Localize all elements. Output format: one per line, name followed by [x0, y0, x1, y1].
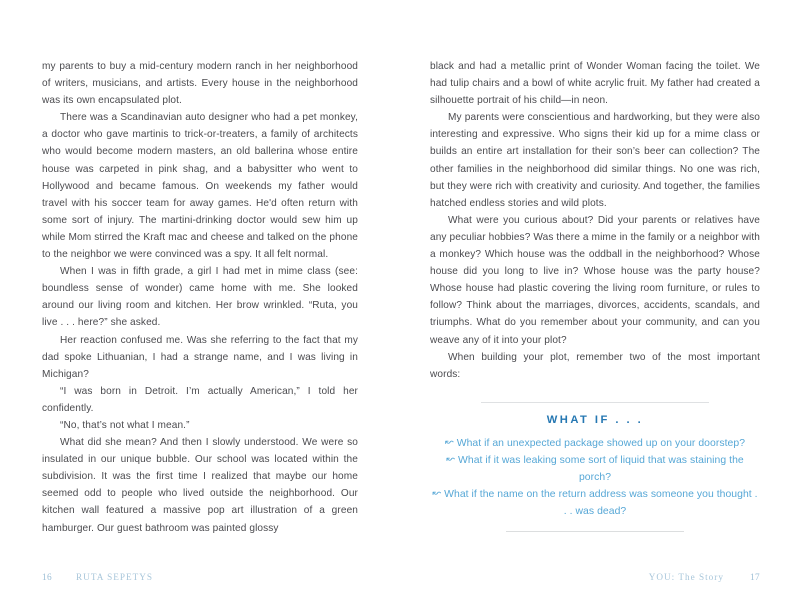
paragraph: Her reaction confused me. Was she referring to the fact that my dad spoke Lithuanian, I had a strange name, and I was living in Michigan?: [42, 334, 358, 380]
left-page-text-column: [42, 58, 358, 537]
page-number: 16: [42, 573, 53, 583]
what-if-callout: [430, 402, 760, 532]
paragraph: “No, that’s not what I mean.”: [60, 419, 190, 431]
paragraph: When building your plot, remember two of the most important words:: [430, 351, 760, 380]
right-page-footer: [400, 572, 800, 583]
page-number: 17: [749, 573, 760, 583]
callout-heading: WHAT IF . . .: [546, 413, 644, 426]
right-page-text-column: [430, 58, 760, 532]
callout-bottom-divider: [506, 531, 684, 532]
left-page-footer: [0, 572, 400, 583]
paragraph: What did she mean? And then I slowly understood. We were so insulated in our unique bubble. Our school was located within the subdivision. It was the first time I realized that maybe our home seemed odd to people who lived outside the neighborhood. Our kitchen wall featured a massive pop art illustration of a green hamburger. Our guest bathroom was painted glossy: [42, 437, 358, 534]
list-item: [430, 486, 760, 520]
callout-list: [430, 435, 760, 520]
list-item-label: What if the name on the return address was someone you thought . . . was dead?: [444, 489, 758, 517]
paragraph: What were you curious about? Did your parents or relatives have any peculiar hobbies? Was there a mime in the family or a neighbor with a monkey? Which house was the oddball in the neighborhood? Whose house did you long to live in? Whose house was the party house? Whose house had plastic covering the living room furniture, or rules to follow? Think about the marriages, divorces, accidents, scandals, and triumphs. What do you remember about your community, and can you weave any of it into your plot?: [430, 214, 760, 346]
paragraph: “I was born in Detroit. I’m actually American,” I told her confidently.: [42, 385, 358, 414]
leaf-bullet-icon: ↜: [444, 436, 454, 448]
leaf-bullet-icon: ↜: [432, 488, 442, 500]
running-head-author: RUTA SEPETYS: [76, 572, 154, 582]
paragraph: My parents were conscientious and hardworking, but they were also interesting and expressive. Who signs their kid up for a mime class or builds an entire art installation for their son’s beer can collection? The other families in the neighborhood did similar things. No one was rich, but they were rich with creativity and curiosity. And together, the families hatched endless stories and wild plots.: [430, 112, 760, 209]
list-item-label: What if it was leaking some sort of liquid that was staining the porch?: [458, 455, 744, 483]
running-head-title: YOU: The Story: [648, 572, 724, 582]
paragraph: When I was in fifth grade, a girl I had met in mime class (see: boundless sense of wonder) came home with me. She looked around our living room and kitchen. Her brow wrinkled. “Ruta, you live . . . here?” she asked.: [42, 266, 358, 329]
leaf-bullet-icon: ↜: [446, 454, 455, 466]
list-item-label: What if an unexpected package showed up on your doorstep?: [456, 437, 746, 449]
paragraph: black and had a metallic print of Wonder Woman facing the toilet. We had tulip chairs and a bowl of white acrylic fruit. My father had created a silhouette portrait of his child—in neon.: [430, 61, 760, 107]
list-item: [430, 435, 760, 452]
callout-top-divider: [481, 402, 709, 403]
paragraph: There was a Scandinavian auto designer who had a pet monkey, a doctor who gave martinis to trick-or-treaters, a family of architects who would become modern masters, an old ballerina whose entire house was carpeted in pink shag, and a babysitter who went to Hollywood and became famous. On weekends my father would travel with his soccer team for away games. He'd often return with some sort of injury. The martini-drinking doctor would sew him up while Mom stirred the Kraft mac and cheese and talked on the phone to the neighbor we were convinced was a spy. It all felt normal.: [42, 112, 358, 261]
right-page: [400, 0, 800, 600]
list-item: [430, 452, 760, 486]
paragraph: my parents to buy a mid-century modern ranch in her neighborhood of writers, musicians, and artists. Every house in the neighborhood was its own encapsulated plot.: [42, 61, 358, 107]
